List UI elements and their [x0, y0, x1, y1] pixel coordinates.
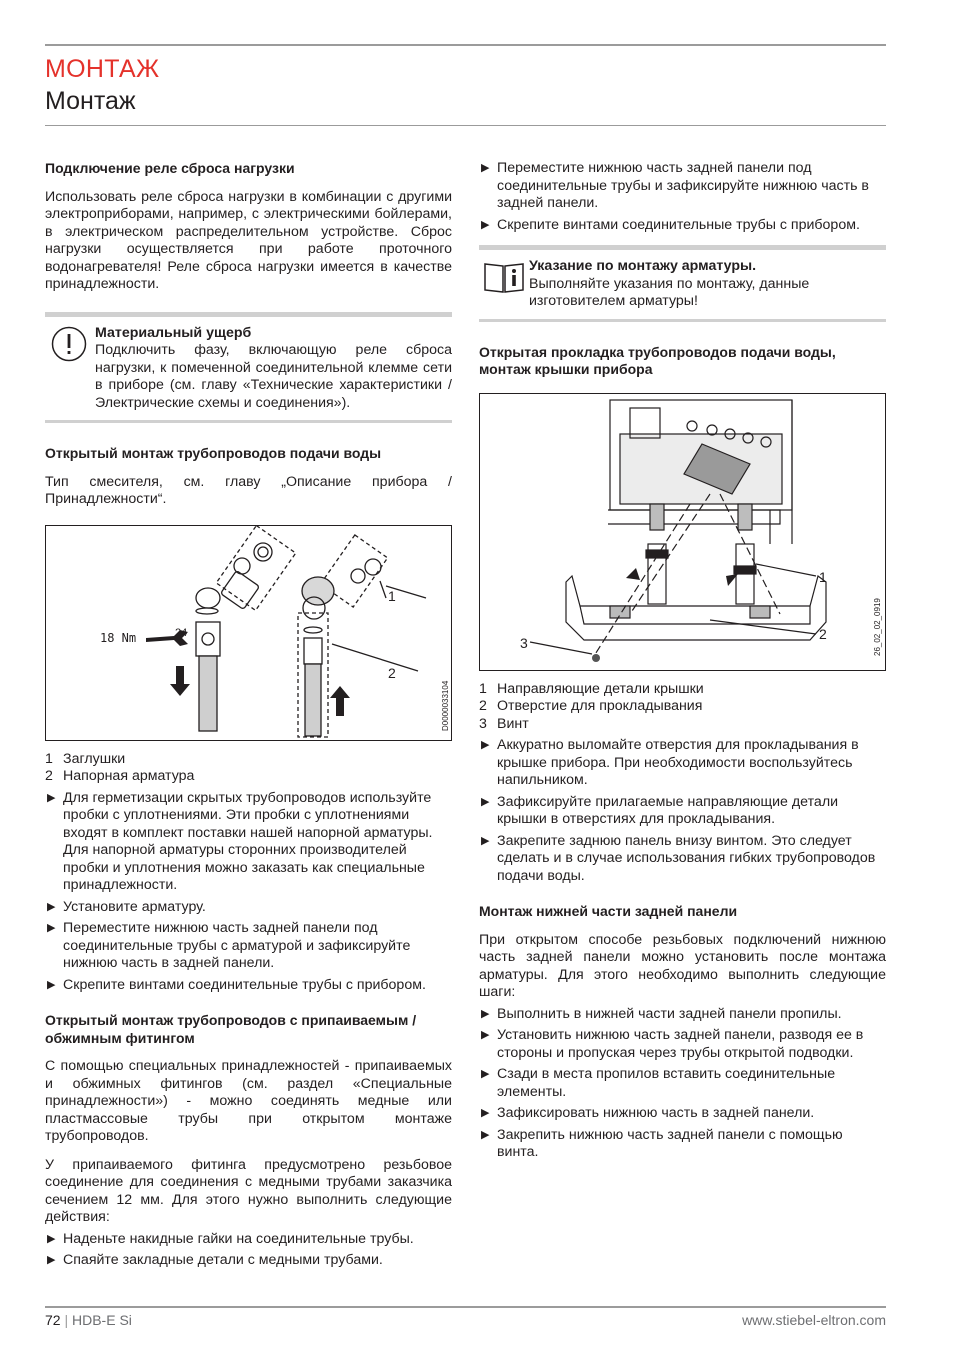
figure-code: 26_02_02_0919	[873, 597, 882, 656]
cover-install-heading: Открытая прокладка трубопроводов подачи воды, монтаж крышки прибора	[479, 343, 836, 377]
bullet-triangle-icon: ▶	[47, 978, 56, 991]
solder-fitting-heading: Открытый монтаж трубопроводов с припаиваемым / обжимным фитингом	[45, 1012, 417, 1046]
step-text: Закрепите заднюю панель внизу винтом. Это следует сделать и в случае использования гибких трубопроводов подачи воды.	[497, 832, 876, 884]
step-item	[479, 217, 886, 235]
legend-number: 2	[479, 698, 487, 714]
steps-list-0	[479, 160, 886, 234]
figure-code: D0000033104	[441, 680, 450, 731]
left-column	[45, 160, 452, 1281]
step-item	[45, 920, 452, 973]
section-title: МОНТАЖ	[45, 55, 160, 83]
callout-2: 2	[388, 664, 396, 681]
steps-list-4	[479, 1006, 886, 1162]
legend-item	[479, 681, 886, 699]
legend-number: 2	[45, 768, 53, 784]
legend-item	[45, 768, 452, 786]
legend-item	[479, 716, 886, 734]
step-item	[45, 899, 452, 917]
step-item	[479, 160, 886, 213]
wrench-size-label: 24	[175, 626, 188, 639]
bullet-triangle-icon: ▶	[481, 795, 490, 808]
step-item	[45, 790, 452, 895]
step-item	[45, 1231, 452, 1249]
legend-number: 1	[479, 680, 487, 697]
step-text: Выполнить в нижней части задней панели пропилы.	[497, 1005, 842, 1022]
fitting-drawing	[46, 526, 453, 740]
mixer-type-text: Тип смесителя, см. главу „Описание прибора / Принадлежности“.	[45, 473, 452, 507]
warning-title: Материальный ущерб	[95, 324, 252, 341]
page-title: Монтаж	[45, 87, 136, 115]
torque-label: 18 Nm	[100, 630, 137, 645]
callout-3: 3	[520, 634, 528, 651]
step-item	[479, 1006, 886, 1024]
step-text: Закрепить нижнюю часть задней панели с помощью винта.	[497, 1126, 843, 1160]
step-text: Установите арматуру.	[63, 898, 206, 915]
bullet-triangle-icon: ▶	[481, 1128, 490, 1141]
load-relay-heading: Подключение реле сброса нагрузки	[45, 160, 295, 176]
cover-figure	[479, 393, 886, 671]
legend-text: Заглушки	[63, 750, 126, 767]
legend-text: Отверстие для прокладывания	[497, 698, 703, 714]
step-item	[45, 1252, 452, 1270]
step-text: Зафиксируйте прилагаемые направляющие детали крышки в отверстиях для прокладывания.	[497, 793, 839, 827]
step-text: Скрепите винтами соединительные трубы с прибором.	[63, 976, 426, 993]
bullet-triangle-icon: ▶	[47, 900, 56, 913]
step-text: Сзади в места пропилов вставить соединительные элементы.	[497, 1066, 836, 1100]
step-text: Переместите нижнюю часть задней панели под соединительные трубы с арматурой и зафиксируйте нижнюю часть в задней панели.	[63, 920, 411, 971]
right-column	[479, 160, 886, 1173]
step-text: Скрепите винтами соединительные трубы с прибором.	[497, 216, 860, 233]
load-relay-text: Использовать реле сброса нагрузки в комбинации с другими электроприборами, например, с электрическими бойлерами, в электрическом распределительном устройстве. Сброс нагрузки осуществляется при работе проточного водонагревателя! Реле сброса нагрузки имеется в качестве принадлежности.	[45, 188, 452, 292]
footer-website: www.stiebel-eltron.com	[742, 1312, 886, 1328]
steps-list-1	[45, 790, 452, 995]
warning-exclamation-icon	[51, 326, 87, 368]
step-text: Переместите нижнюю часть задней панели под соединительные трубы и зафиксируйте нижнюю часть в задней панели.	[497, 160, 869, 211]
step-text: Установить нижнюю часть задней панели, разводя ее в стороны и пропуская через трубы открытой подводки.	[497, 1027, 864, 1061]
rear-panel-text: При открытом способе резьбовых подключений нижнюю часть задней панели можно установить после монтажа арматуры. Для этого необходимо выполнить следующие шаги:	[479, 931, 886, 1000]
step-text: Наденьте накидные гайки на соединительные трубы.	[63, 1230, 414, 1247]
rear-panel-heading: Монтаж нижней части задней панели	[479, 903, 738, 919]
bullet-triangle-icon: ▶	[481, 739, 490, 751]
info-text: Выполняйте указания по монтажу, данные изготовителем арматуры!	[529, 275, 810, 309]
bullet-triangle-icon: ▶	[47, 791, 56, 804]
bullet-triangle-icon: ▶	[481, 218, 490, 231]
footer-left: 72 | HDB-E Si	[45, 1312, 132, 1328]
steps-list-3	[479, 737, 886, 885]
bullet-triangle-icon: ▶	[481, 1107, 490, 1119]
open-install-heading: Открытый монтаж трубопроводов подачи воды	[45, 445, 382, 461]
bullet-triangle-icon: ▶	[481, 834, 490, 847]
legend-item	[45, 751, 452, 769]
step-text: Зафиксировать нижнюю часть в задней панели.	[497, 1105, 815, 1121]
legend-text: Напорная арматура	[63, 768, 195, 784]
figure2-legend	[479, 681, 886, 734]
callout-2: 2	[819, 625, 827, 642]
callout-1: 1	[819, 568, 827, 585]
bullet-triangle-icon: ▶	[481, 162, 490, 174]
steps-list-2	[45, 1231, 452, 1270]
step-item	[479, 1027, 886, 1062]
step-item	[479, 1105, 886, 1123]
bullet-triangle-icon: ▶	[481, 1007, 490, 1020]
bullet-triangle-icon: ▶	[481, 1029, 490, 1041]
warning-box	[45, 312, 452, 424]
step-item	[479, 1066, 886, 1101]
step-item	[479, 737, 886, 790]
legend-number: 1	[45, 750, 53, 767]
step-text: Спаяйте закладные детали с медными трубами.	[63, 1252, 383, 1268]
bullet-triangle-icon: ▶	[47, 1232, 56, 1245]
info-box	[479, 245, 886, 322]
bullet-triangle-icon: ▶	[47, 922, 56, 934]
info-book-icon	[483, 258, 525, 300]
page-number: 72	[45, 1312, 61, 1328]
legend-item	[479, 698, 886, 716]
warning-text: Подключить фазу, включающую реле сброса нагрузки, к помеченной соединительной клемме сети в приборе (см. главу «Технические характеристики / Электрические схемы и соединения»).	[95, 342, 452, 411]
footer-rule	[45, 1306, 886, 1308]
step-text: Для герметизации скрытых трубопроводов используйте пробки с уплотнениями. Эти пробки с уплотнениями входят в комплект поставки нашей напорной арматуры. Для напорной арматуры сторонних производителей пробки и уплотнения можно заказать как специальные принадлежности.	[63, 789, 433, 893]
bullet-triangle-icon: ▶	[47, 1254, 56, 1266]
legend-number: 3	[479, 715, 487, 732]
fitting-figure	[45, 525, 452, 741]
bullet-triangle-icon: ▶	[481, 1068, 490, 1080]
header-rule	[45, 125, 886, 126]
top-rule	[45, 44, 886, 46]
figure1-legend	[45, 751, 452, 786]
step-item	[479, 794, 886, 829]
step-item	[479, 1127, 886, 1162]
legend-text: Направляющие детали крышки	[497, 680, 704, 697]
callout-1: 1	[388, 587, 396, 604]
info-title: Указание по монтажу арматуры.	[529, 258, 757, 274]
step-item	[479, 833, 886, 886]
cover-drawing	[480, 394, 887, 670]
solder-fitting-text2: У припаиваемого фитинга предусмотрено резьбовое соединение для соединения с медными трубами заказчика сечением 12 мм. Для этого нужно выполнить следующие действия:	[45, 1156, 452, 1225]
solder-fitting-text1: С помощью специальных принадлежностей - припаиваемых и обжимных фитингов (см. раздел «Специальные принадлежности») - можно соединять медные или пластмассовые трубы при открытом монтаже трубопроводов.	[45, 1058, 452, 1144]
legend-text: Винт	[497, 715, 529, 732]
model-name: HDB-E Si	[72, 1312, 132, 1328]
step-text: Аккуратно выломайте отверстия для прокладывания в крышке прибора. При необходимости воспользуйтесь напильником.	[497, 737, 859, 788]
step-item	[45, 977, 452, 995]
